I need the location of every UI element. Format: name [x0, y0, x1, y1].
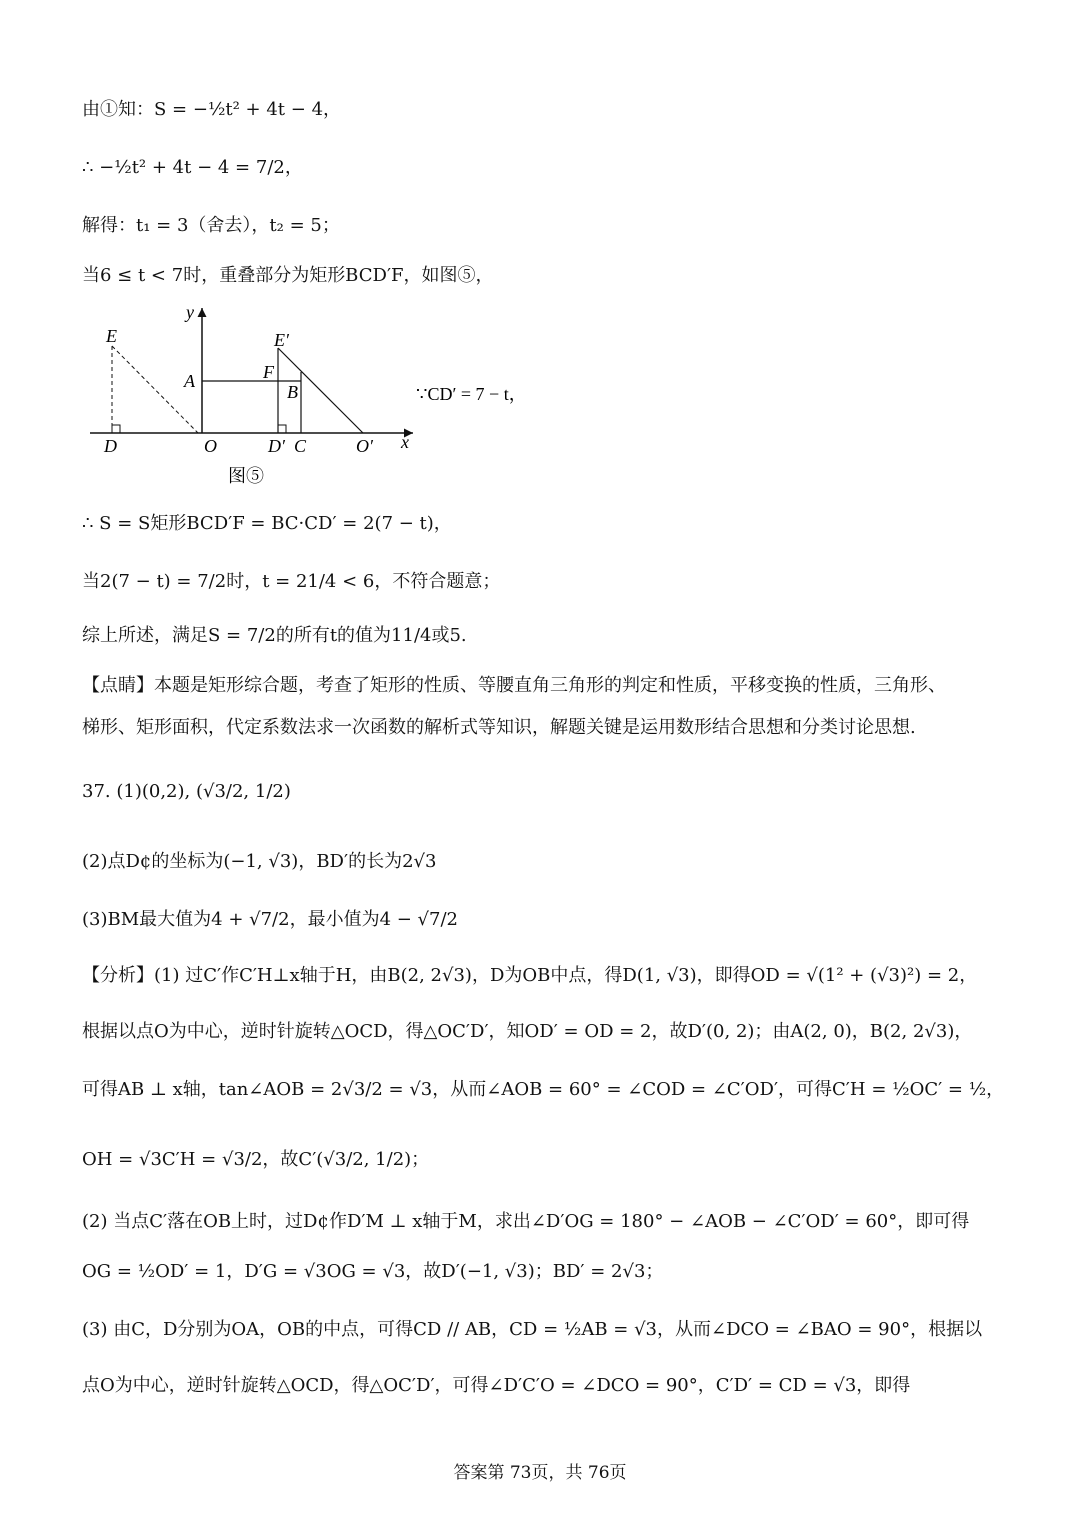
- label-x: x: [401, 432, 409, 452]
- text-line-10: 37. (1)(0,2), (√3/2, 1/2): [82, 781, 291, 802]
- figure-side-text: ∵CD′ = 7 − t，: [416, 384, 527, 404]
- label-Ep: E′: [274, 330, 289, 350]
- page-footer: 答案第 73页，共 76页: [453, 1463, 627, 1483]
- right-angle-Dp: [278, 425, 286, 433]
- text-line-16: OH = √3C′H = √3/2，故C′(√3/2, 1/2)；: [82, 1149, 430, 1170]
- label-D: D: [104, 436, 117, 456]
- label-B: B: [287, 382, 298, 402]
- label-Dp: D′: [268, 436, 285, 456]
- text-line-12: (3)BM最大值为4 + √7/2，最小值为4 − √7/2: [82, 909, 458, 930]
- label-E: E: [106, 326, 117, 346]
- text-line-1: 由①知：S = −½t² + 4t − 4，: [82, 99, 342, 120]
- text-line-6: 当2(7 − t) = 7/2时，t = 21/4 < 6，不符合题意；: [82, 571, 501, 592]
- text-line-4: 当6 ≤ t < 7时，重叠部分为矩形BCD′F，如图⑤，: [82, 265, 494, 286]
- label-y: y: [186, 302, 194, 322]
- text-line-13: 【分析】(1) 过C′作C′H⊥x轴于H，由B(2, 2√3)，D为OB中点，得D(1, √3)，即得OD = √(1² + (√3)²) = 2，: [82, 965, 978, 986]
- text-line-18: OG = ½OD′ = 1，D′G = √3OG = √3，故D′(−1, √3)；BD′ = 2√3；: [82, 1261, 664, 1282]
- label-F: F: [263, 362, 274, 382]
- label-A: A: [184, 371, 195, 391]
- label-C: C: [294, 436, 307, 456]
- text-line-9: 梯形、矩形面积，代定系数法求一次函数的解析式等知识，解题关键是运用数形结合思想和分类讨论思想.: [82, 717, 916, 738]
- text-line-8: 【点睛】本题是矩形综合题，考查了矩形的性质、等腰直角三角形的判定和性质，平移变换的性质，三角形、: [82, 675, 946, 696]
- text-line-14: 根据以点O为中心，逆时针旋转△OCD，得△OC′D′，知OD′ = OD = 2，故D′(0, 2)；由A(2, 0)，B(2, 2√3)，: [82, 1021, 973, 1042]
- text-line-11: (2)点D¢的坐标为(−1, √3)，BD′的长为2√3: [82, 851, 437, 872]
- text-line-3: 解得：t₁ = 3（舍去），t₂ = 5；: [82, 215, 340, 236]
- label-Op: O′: [356, 436, 373, 456]
- text-line-19: (3) 由C，D分别为OA，OB的中点，可得CD // AB，CD = ½AB = √3，从而∠DCO = ∠BAO = 90°，根据以: [82, 1319, 983, 1340]
- right-angle-D: [112, 425, 120, 433]
- label-O: O: [204, 436, 217, 456]
- text-line-17: (2) 当点C′落在OB上时，过D¢作D′M ⊥ x轴于M，求出∠D′OG = 180° − ∠AOB − ∠C′OD′ = 60°，即可得: [82, 1211, 970, 1232]
- text-line-5: ∴ S = S矩形BCD′F = BC·CD′ = 2(7 − t)，: [82, 513, 452, 534]
- figure-caption: 图⑤: [228, 466, 264, 487]
- text-line-20: 点O为中心，逆时针旋转△OCD，得△OC′D′，可得∠D′C′O = ∠DCO = 90°，C′D′ = CD = √3，即得: [82, 1375, 911, 1396]
- text-line-15: 可得AB ⊥ x轴，tan∠AOB = 2√3/2 = √3，从而∠AOB = 60° = ∠COD = ∠C′OD′，可得C′H = ½OC′ = ½，: [82, 1079, 1005, 1100]
- text-line-7: 综上所述，满足S = 7/2的所有t的值为11/4或5.: [82, 625, 467, 646]
- figure-5: [88, 300, 548, 500]
- text-line-2: ∴ −½t² + 4t − 4 = 7/2，: [82, 157, 303, 178]
